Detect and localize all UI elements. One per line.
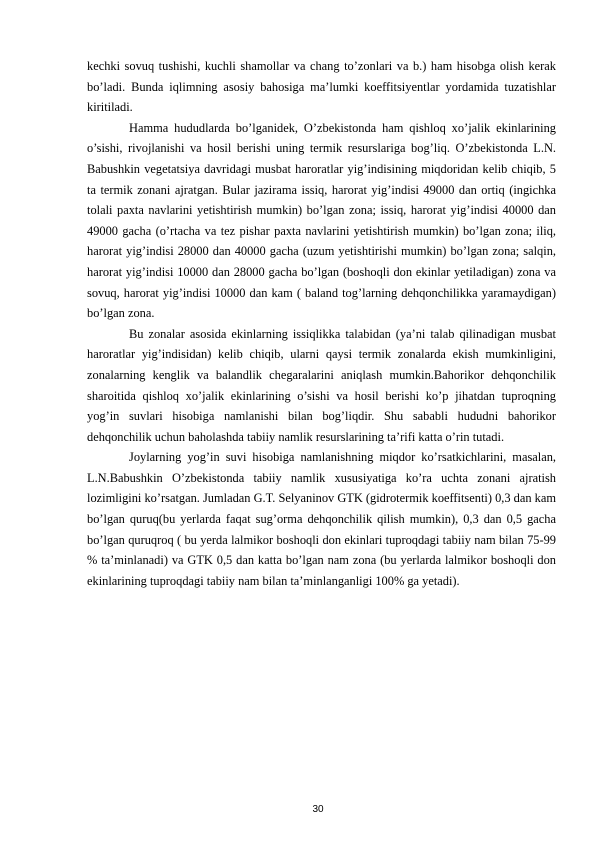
page-body [87, 56, 556, 591]
paragraph-thermal-zones: Hamma hududlarda bo’lganidek, O’zbekistonda ham qishloq xo’jalik ekinlarining o’sishi, rivojlanishi va hosil berishi uning termik resurslariga bog’liq. O’zbekistonda L.N. Babushkin vegetatsiya davridagi musbat haroratlar yig’indisining miqdoridan kelib chiqib, 5 ta termik zonani ajratgan. Bular jazirama issiq, harorat yig’indisi 49000 dan ortiq (ingichka tolali paxta navlarini yetishtirish mumkin) bo’lgan zona; issiq, harorat yig’indisi 40000 dan 49000 gacha (o’rtacha va tez pishar paxta navlarini yetishtirish mumkin) bo’lgan zona; iliq, harorat yig’indisi 28000 dan 40000 gacha (uzum yetishtirishi mumkin) bo’lgan zona; salqin, harorat yig’indisi 10000 dan 28000 gacha bo’lgan (boshoqli don ekinlar yetiladigan) zona va sovuq, harorat yig’indisi 10000 dan kam ( baland tog’larning dehqonchilikka yaramaydigan) bo’lgan zona. [87, 120, 556, 321]
page-number: 30 [312, 804, 324, 815]
paragraph-moisture-zones: Joylarning yog’in suvi hisobiga namlanishning miqdor ko’rsatkichlarini, masalan, L.N.Babushkin O’zbekistonda tabiiy namlik xususiyatiga ko’ra uchta zonani ajratish lozimligini ko’rsatgan. Jumladan G.T. Selyaninov GTK (gidrotermik koeffitsenti) 0,3 dan kam bo’lgan quruq(bu yerlarda faqat sug’orma dehqonchilik qilish mumkin), 0,3 dan 0,5 gacha bo’lgan quruqroq ( bu yerda lalmikor boshoqli don ekinlari tuproqdagi tabiiy nam bilan 75-99 % ta’minlanadi) va GTK 0,5 dan katta bo’lgan nam zona (bu yerlarda lalmikor boshoqli don ekinlarining tuproqdagi tabiiy nam bilan ta’minlanganligi 100% ga yetadi). [87, 450, 556, 588]
paragraph-continuation: kechki sovuq tushishi, kuchli shamollar va chang to’zonlari va b.) ham hisobga olish kerak bo’ladi. Bunda iqlimning asosiy bahosiga ma’lumki koeffitsiyentlar yordamida tuzatishlar kiritiladi. [87, 59, 556, 115]
paragraph-crop-zoning: Bu zonalar asosida ekinlarning issiqlikka talabidan (ya’ni talab qilinadigan musbat haroratlar yig’indisidan) kelib chiqib, ularni qaysi termik zonalarda ekish mumkinligini, zonalarning kenglik va balandlik chegaralarini aniqlash mumkin.Bahorikor dehqonchilik sharoitida qishloq xo’jalik ekinlarining o’sishi va hosil berishi ko’p jihatdan tuproqning yog’in suvlari hisobiga namlanishi bilan bog’liqdir. Shu sababli hududni bahorikor dehqonchilik uchun baholashda tabiiy namlik resurslarining ta’rifi katta o’rin tutadi. [87, 326, 556, 444]
